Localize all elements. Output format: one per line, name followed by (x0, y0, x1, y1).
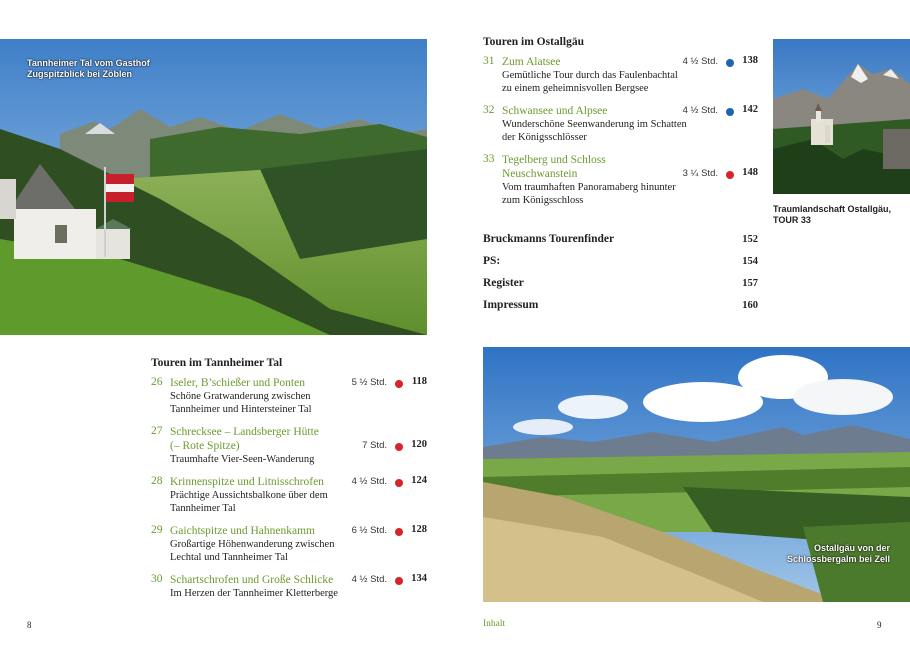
tour-duration: 5 ½ Std. (351, 377, 387, 388)
photo-caption-ostallgaeu-bottom (787, 543, 890, 565)
index-page-number: 152 (742, 234, 758, 245)
toc-entry-head (151, 475, 427, 489)
tour-number: 27 (151, 425, 163, 437)
tour-description (502, 118, 758, 144)
toc-entry-tour-26[interactable] (151, 376, 427, 416)
difficulty-dot-icon (395, 380, 403, 388)
tour-description-line-2: Tannheimer und Hintersteiner Tal (170, 404, 312, 415)
tour-duration: 7 Std. (362, 440, 387, 451)
index-page-number: 154 (742, 256, 758, 267)
toc-section-tannheimer-tal (151, 357, 427, 609)
tour-title-line-1: Gaichtspitze und Hahnenkamm (170, 525, 315, 537)
index-page-number: 157 (742, 278, 758, 289)
tour-number: 28 (151, 475, 163, 487)
tour-number: 31 (483, 55, 495, 67)
tour-title[interactable] (502, 104, 607, 118)
tour-description (502, 69, 758, 95)
tour-title-line-1: Schwansee und Alpsee (502, 105, 608, 117)
toc-index-entry[interactable] (483, 255, 758, 277)
tour-description (170, 453, 427, 466)
tour-duration: 3 ¼ Std. (682, 168, 718, 179)
tour-page-number: 134 (411, 573, 427, 584)
tour-title-line-2: Neuschwanstein (502, 168, 578, 180)
tour-description (170, 587, 427, 600)
tour-duration: 6 ½ Std. (351, 525, 387, 536)
tour-description-line-1: Gemütliche Tour durch das Faulenbachtal (502, 70, 678, 81)
tour-title[interactable] (170, 573, 333, 587)
difficulty-dot-icon (726, 59, 734, 67)
difficulty-dot-icon (395, 443, 403, 451)
tour-title-line-1: Krinnenspitze und Litnisschrofen (170, 476, 324, 488)
caption-line-1: Traumlandschaft Ostallgäu, (773, 204, 892, 214)
photo-tannheimer-tal (0, 39, 427, 335)
tour-number: 32 (483, 104, 495, 116)
page-number-right: 9 (877, 620, 882, 630)
toc-entry-head (483, 104, 758, 118)
tour-description-line-1: Traumhafte Vier-Seen-Wanderung (170, 454, 315, 465)
tour-list (151, 376, 427, 600)
tour-title-line-2: (– Rote Spitze) (170, 440, 240, 452)
tour-page-number: 142 (742, 104, 758, 115)
tour-title[interactable] (502, 153, 606, 181)
difficulty-dot-icon (726, 171, 734, 179)
tour-description-line-1: Großartige Höhenwanderung zwischen (170, 539, 335, 550)
tour-description (170, 538, 427, 564)
toc-entry-head (483, 153, 758, 181)
tour-number: 33 (483, 153, 495, 165)
tour-description-line-1: Prächtige Aussichtsbalkone über dem (170, 490, 328, 501)
toc-index (483, 233, 758, 321)
tour-title[interactable] (170, 524, 315, 538)
tour-description-line-2: zu einem geheimnisvollen Bergsee (502, 83, 649, 94)
photo-caption-tannheimer-tal (27, 58, 150, 80)
toc-entry-tour-29[interactable] (151, 524, 427, 564)
photo-caption-ostallgaeu-top (773, 204, 891, 226)
tour-description (502, 181, 758, 207)
tour-number: 29 (151, 524, 163, 536)
caption-line-2: Schlossbergalm bei Zell (786, 554, 890, 564)
tour-duration: 4 ½ Std. (351, 574, 387, 585)
caption-line-2: Zugspitzblick bei Zöblen (27, 69, 133, 79)
tour-page-number: 124 (411, 475, 427, 486)
toc-index-entry[interactable] (483, 233, 758, 255)
difficulty-dot-icon (395, 577, 403, 585)
tour-page-number: 120 (411, 439, 427, 450)
section-title: Touren im Ostallgäu (483, 36, 584, 48)
caption-line-2: TOUR 33 (773, 215, 811, 225)
toc-entry-tour-27[interactable] (151, 425, 427, 466)
tour-number: 26 (151, 376, 163, 388)
running-footer-label: Inhalt (483, 619, 506, 629)
tour-title-line-1: Tegelberg und Schloss (502, 154, 606, 166)
difficulty-dot-icon (726, 108, 734, 116)
caption-line-1: Tannheimer Tal vom Gasthof (27, 58, 150, 68)
toc-entry-head (483, 55, 758, 69)
tour-number: 30 (151, 573, 163, 585)
index-label: Impressum (483, 299, 539, 311)
tour-duration: 4 ½ Std. (682, 56, 718, 67)
photo-ostallgaeu-landscape (483, 347, 910, 602)
tour-page-number: 138 (742, 55, 758, 66)
index-label: Register (483, 277, 524, 289)
toc-entry-tour-31[interactable] (483, 55, 758, 95)
toc-index-entry[interactable] (483, 277, 758, 299)
tour-title[interactable] (502, 55, 560, 69)
tour-description (170, 489, 427, 515)
tour-title-line-1: Schartschrofen und Große Schlicke (170, 574, 334, 586)
tour-description-line-2: Tannheimer Tal (170, 503, 236, 514)
tour-list (483, 55, 758, 207)
toc-section-ostallgaeu (483, 36, 758, 216)
tour-duration: 4 ½ Std. (351, 476, 387, 487)
tour-title[interactable] (170, 425, 319, 453)
toc-entry-head (151, 573, 427, 587)
toc-entry-tour-30[interactable] (151, 573, 427, 600)
tour-description-line-2: zum Königsschloss (502, 195, 584, 206)
index-label: Bruckmanns Tourenfinder (483, 233, 615, 245)
tour-title-line-1: Zum Alatsee (502, 56, 561, 68)
tour-page-number: 118 (411, 376, 427, 387)
tour-description-line-1: Schöne Gratwanderung zwischen (170, 391, 311, 402)
index-page-number: 160 (742, 300, 758, 311)
tour-description-line-1: Vom traumhaften Panoramaberg hinunter (502, 182, 676, 193)
difficulty-dot-icon (395, 479, 403, 487)
toc-entry-head (151, 524, 427, 538)
tour-page-number: 128 (411, 524, 427, 535)
toc-entry-tour-32[interactable] (483, 104, 758, 144)
tour-description (170, 390, 427, 416)
toc-entry-tour-33[interactable] (483, 153, 758, 207)
tour-duration: 4 ½ Std. (682, 105, 718, 116)
toc-entry-head (151, 376, 427, 390)
tour-title-line-1: Schrecksee – Landsberger Hütte (170, 426, 319, 438)
toc-entry-head (151, 425, 427, 453)
toc-entry-tour-28[interactable] (151, 475, 427, 515)
tour-description-line-2: der Königsschlösser (502, 132, 587, 143)
tour-title[interactable] (170, 475, 324, 489)
toc-index-entry[interactable] (483, 299, 758, 321)
tour-title[interactable] (170, 376, 305, 390)
section-title: Touren im Tannheimer Tal (151, 357, 283, 369)
tour-page-number: 148 (742, 167, 758, 178)
caption-line-1: Ostallgäu von der (813, 543, 890, 553)
tour-description-line-1: Wunderschöne Seenwanderung im Schatten (502, 119, 687, 130)
photo-neuschwanstein (773, 39, 910, 194)
tour-description-line-1: Im Herzen der Tannheimer Kletterberge (170, 588, 338, 599)
tour-title-line-1: Iseler, B’schießer und Ponten (170, 377, 305, 389)
index-label: PS: (483, 255, 501, 267)
page-number-left: 8 (27, 620, 32, 630)
tour-description-line-2: Lechtal und Tannheimer Tal (170, 552, 288, 563)
index-list (483, 233, 758, 321)
difficulty-dot-icon (395, 528, 403, 536)
